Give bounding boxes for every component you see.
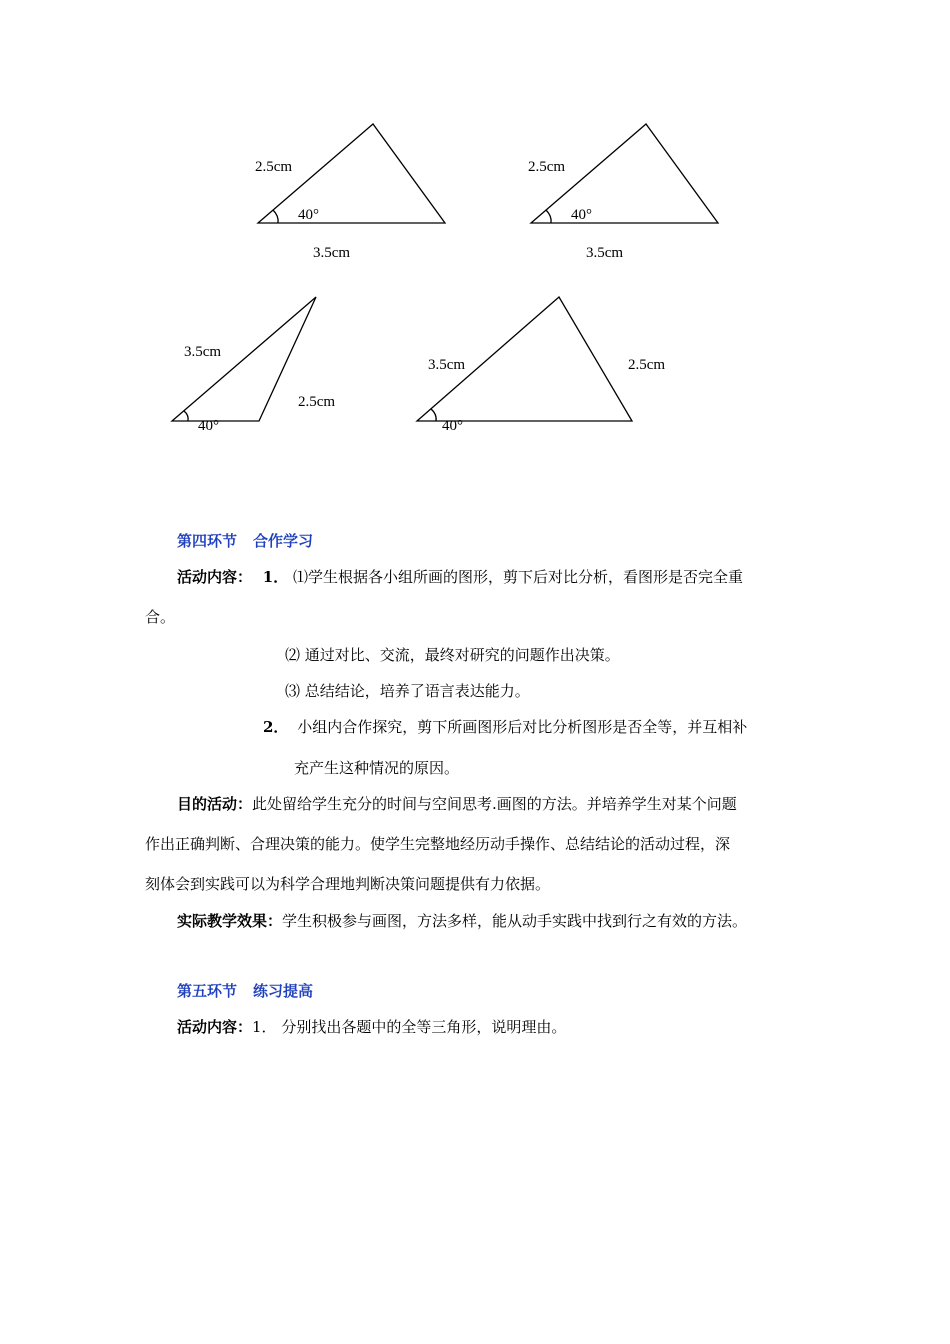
section5-activity-label: 活动内容： — [177, 1018, 253, 1036]
section4-item1-num: 1． — [262, 568, 289, 586]
section4-item1-sub2: ⑵ 通过对比、交流，最终对研究的问题作出决策。 — [285, 646, 620, 664]
tri4-side-a-label: 3.5cm — [428, 357, 466, 373]
section5-heading-num: 第五环节 — [177, 982, 238, 1000]
angle-arc-3 — [184, 411, 188, 421]
section4-effect-text: 学生积极参与画图，方法多样，能从动手实践中找到行之有效的方法。 — [282, 912, 748, 930]
tri1-side-a-label: 2.5cm — [255, 159, 293, 175]
section4-item1-text-b: 合。 — [145, 608, 176, 626]
section4-purpose-text-a: 此处留给学生充分的时间与空间思考.画图的方法。并培养学生对某个问题 — [252, 795, 737, 813]
section4-item2-num: 2． — [263, 718, 289, 736]
angle-arc-4 — [431, 409, 436, 421]
section5-activity-line — [177, 1017, 566, 1037]
section4-item1-sub3: ⑶ 总结结论，培养了语言表达能力。 — [285, 682, 530, 700]
section4-purpose-line — [177, 794, 737, 814]
section5-heading — [177, 981, 313, 1001]
section5-item1-text: 1． 分别找出各题中的全等三角形，说明理由。 — [252, 1018, 567, 1036]
tri1-side-b-label: 3.5cm — [313, 245, 351, 261]
section4-purpose-text-b: 作出正确判断、合理决策的能力。使学生完整地经历动手操作、总结结论的活动过程，深 — [145, 835, 731, 853]
section4-effect-label: 实际教学效果： — [177, 912, 283, 930]
tri3-side-b-label: 2.5cm — [298, 394, 336, 410]
section4-activity-line — [177, 567, 743, 587]
section4-item2-text-b: 充产生这种情况的原因。 — [294, 759, 460, 777]
section4-heading — [177, 531, 313, 551]
section4-item2-line — [263, 717, 747, 737]
tri4-angle-label: 40° — [442, 418, 463, 434]
section4-purpose-text-c: 刻体会到实践可以为科学合理地判断决策问题提供有力依据。 — [145, 875, 551, 893]
section4-heading-num: 第四环节 — [177, 532, 238, 550]
section4-activity-label: 活动内容： — [177, 568, 253, 586]
section4-effect-line — [177, 911, 747, 931]
tri3-angle-label: 40° — [198, 418, 219, 434]
section4-heading-title: 合作学习 — [253, 532, 314, 550]
triangle-figure-1 — [0, 0, 950, 460]
section5-heading-title: 练习提高 — [253, 982, 314, 1000]
tri2-angle-label: 40° — [571, 207, 592, 223]
angle-arc-1 — [273, 210, 278, 223]
section4-item2-text-a: 小组内合作探究，剪下所画图形后对比分析图形是否全等，并互相补 — [297, 718, 748, 736]
tri2-side-b-label: 3.5cm — [586, 245, 624, 261]
tri3-side-a-label: 3.5cm — [184, 344, 222, 360]
tri1-angle-label: 40° — [298, 207, 319, 223]
tri2-side-a-label: 2.5cm — [528, 159, 566, 175]
angle-arc-2 — [546, 210, 551, 223]
section4-purpose-label: 目的活动： — [177, 795, 253, 813]
section4-item1-text-a: ⑴学生根据各小组所画的图形，剪下后对比分析，看图形是否完全重 — [293, 568, 744, 586]
tri4-side-b-label: 2.5cm — [628, 357, 666, 373]
